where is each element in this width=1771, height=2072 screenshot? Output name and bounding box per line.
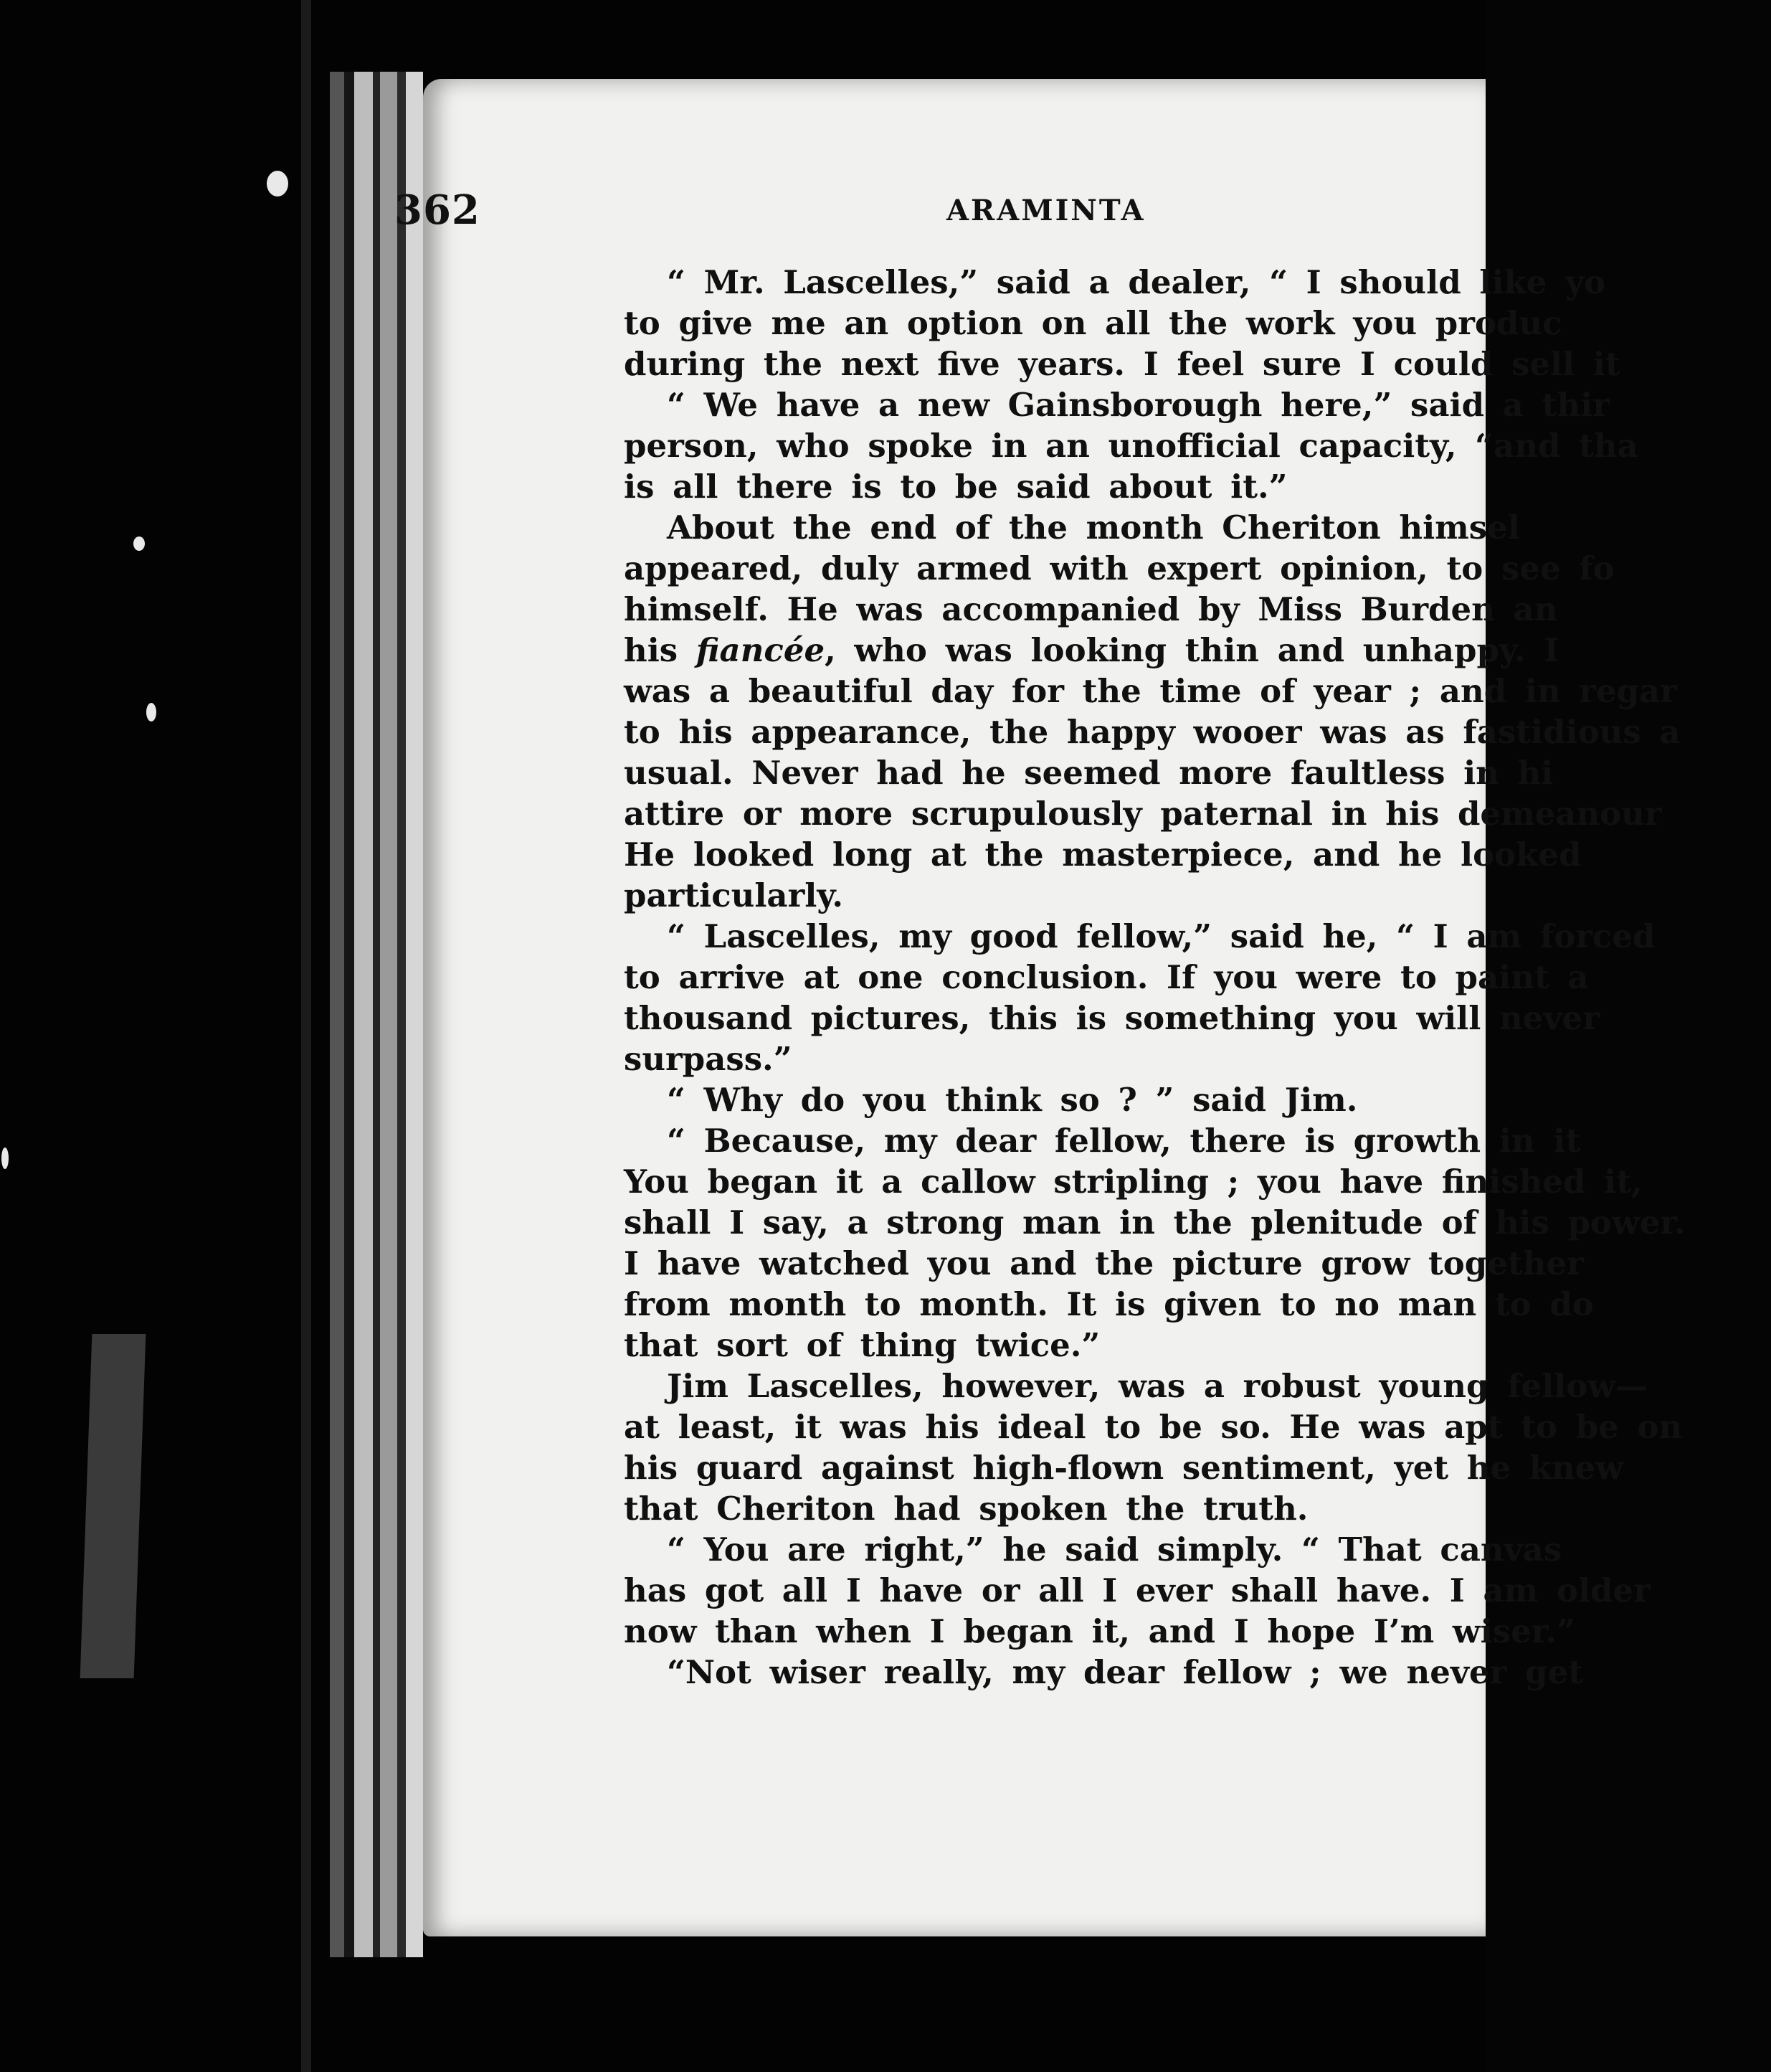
- text-line: thousand pictures, this is something you will never: [624, 999, 1600, 1037]
- page-edge: [354, 72, 373, 1957]
- text-line: I have watched you and the picture grow together: [624, 1244, 1584, 1282]
- text-line: shall I say, a strong man in the plenitude of his power.: [624, 1203, 1686, 1241]
- text-line: now than when I began it, and I hope I’m wiser.”: [624, 1612, 1575, 1650]
- text-line: has got all I have or all I ever shall have. I am older: [624, 1571, 1651, 1609]
- text-line: person, who spoke in an unofficial capacity, “and tha: [624, 427, 1638, 465]
- dust-speck: [1, 1148, 9, 1169]
- text-line: “ You are right,” he said simply. “ That canvas: [667, 1531, 1562, 1569]
- text-line: was a beautiful day for the time of year ; and in regar: [624, 672, 1677, 710]
- body-text: [624, 262, 1771, 1693]
- running-head: ARAMINTA: [946, 194, 1146, 227]
- page-edge: [380, 72, 397, 1957]
- text-line: attire or more scrupulously paternal in his demeanour: [624, 795, 1662, 833]
- text-line: to give me an option on all the work you produc: [624, 304, 1562, 342]
- text-line: Jim Lascelles, however, was a robust young fellow—: [667, 1367, 1648, 1405]
- text-line: You began it a callow stripling ; you have finished it,: [624, 1163, 1643, 1201]
- text-line: that Cheriton had spoken the truth.: [624, 1490, 1309, 1528]
- text-line: “ Mr. Lascelles,” said a dealer, “ I should like yo: [667, 263, 1606, 301]
- text-line: his fiancée, who was looking thin and unhappy. I: [624, 631, 1559, 669]
- text-line: that sort of thing twice.”: [624, 1326, 1101, 1364]
- dust-speck: [267, 171, 288, 197]
- text-line: About the end of the month Cheriton himsel: [667, 508, 1520, 547]
- text-line: “Not wiser really, my dear fellow ; we never get: [667, 1653, 1583, 1691]
- binding-tab: [80, 1334, 146, 1678]
- text-line: is all there is to be said about it.”: [624, 468, 1288, 506]
- page-edge: [301, 0, 311, 2072]
- page-edge: [330, 72, 344, 1957]
- text-line: at least, it was his ideal to be so. He was apt to be on: [624, 1408, 1683, 1446]
- text-line: usual. Never had he seemed more faultless in hi: [624, 754, 1554, 792]
- page-number: 362: [394, 186, 480, 234]
- page-edge: [397, 72, 406, 1957]
- page-edge: [406, 72, 423, 1957]
- page-edge: [344, 72, 354, 1957]
- text-line: particularly.: [624, 876, 844, 914]
- italic-word: fiancée: [695, 631, 825, 669]
- text-line: himself. He was accompanied by Miss Burden an: [624, 590, 1558, 628]
- text-line: to his appearance, the happy wooer was as fastidious a: [624, 713, 1681, 751]
- text-line: “ Because, my dear fellow, there is growth in it: [667, 1122, 1581, 1160]
- text-line: from month to month. It is given to no man to do: [624, 1285, 1594, 1323]
- text-line: to arrive at one conclusion. If you were to paint a: [624, 958, 1589, 996]
- text-line: surpass.”: [624, 1040, 792, 1078]
- text-line: his guard against high-flown sentiment, yet he knew: [624, 1449, 1624, 1487]
- text-line: during the next five years. I feel sure I could sell it: [624, 345, 1620, 383]
- dust-speck: [133, 536, 145, 551]
- text-line: appeared, duly armed with expert opinion, to see fo: [624, 549, 1615, 587]
- text-line: “ We have a new Gainsborough here,” said a thir: [667, 386, 1610, 424]
- text-line: “ Lascelles, my good fellow,” said he, “ I am forced: [667, 917, 1656, 955]
- page-edge: [373, 72, 380, 1957]
- text-line: “ Why do you think so ? ” said Jim.: [667, 1081, 1358, 1119]
- text-line: He looked long at the masterpiece, and he looked: [624, 836, 1582, 874]
- page-header: [229, 108, 1146, 234]
- dust-speck: [146, 703, 156, 722]
